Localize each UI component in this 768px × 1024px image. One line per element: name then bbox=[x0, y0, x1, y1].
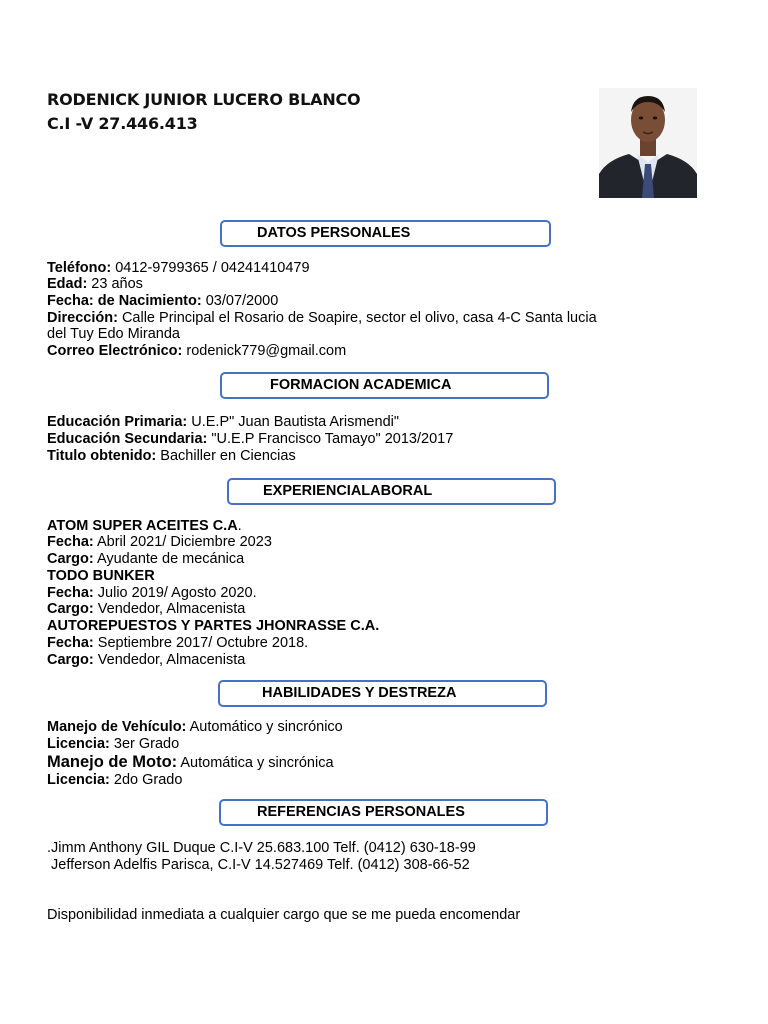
phone-row bbox=[47, 260, 310, 277]
section-formacion-academica bbox=[220, 372, 549, 399]
section-referencias bbox=[219, 799, 548, 826]
role-value: Vendedor, Almacenista bbox=[93, 601, 246, 617]
section-datos-personales bbox=[220, 220, 551, 247]
moto-label: Manejo de Moto: bbox=[47, 753, 178, 771]
company-suffix: . bbox=[237, 518, 242, 534]
secondary-label: Educación Secundaria: bbox=[47, 431, 208, 447]
license-row bbox=[47, 736, 179, 753]
email-row bbox=[47, 343, 346, 360]
date-label: Fecha: bbox=[47, 534, 94, 550]
license-value: 3er Grado bbox=[109, 736, 180, 752]
date-value: Septiembre 2017/ Octubre 2018. bbox=[93, 635, 309, 651]
profile-photo bbox=[599, 88, 697, 198]
email-label: Correo Electrónico: bbox=[47, 343, 183, 359]
job-date-row bbox=[47, 635, 308, 652]
candidate-id: C.I -V 27.446.413 bbox=[47, 114, 198, 133]
job-company bbox=[47, 568, 155, 585]
license-label: Licencia: bbox=[47, 772, 110, 788]
age-row bbox=[47, 276, 143, 293]
company-name: AUTOREPUESTOS Y PARTES JHONRASSE C.A. bbox=[47, 618, 380, 634]
role-label: Cargo: bbox=[47, 551, 94, 567]
role-label: Cargo: bbox=[47, 652, 94, 668]
date-value: Abril 2021/ Diciembre 2023 bbox=[93, 534, 272, 550]
degree-label: Titulo obtenido: bbox=[47, 448, 157, 464]
primary-label: Educación Primaria: bbox=[47, 414, 188, 430]
job-company bbox=[47, 618, 379, 635]
section-title: FORMACION ACADEMICA bbox=[270, 377, 452, 393]
portrait-image bbox=[599, 88, 697, 198]
license-label: Licencia: bbox=[47, 736, 110, 752]
reference-item: .Jimm Anthony GIL Duque C.I-V 25.683.100 Telf. (0412) 630-18-99 bbox=[47, 840, 476, 856]
secondary-education-row bbox=[47, 431, 453, 448]
job-company bbox=[47, 518, 242, 535]
vehicle-value: Automático y sincrónico bbox=[186, 719, 343, 735]
phone-label: Teléfono: bbox=[47, 260, 112, 276]
section-habilidades bbox=[218, 680, 547, 707]
address-continuation: del Tuy Edo Miranda bbox=[47, 326, 180, 342]
date-value: Julio 2019/ Agosto 2020. bbox=[93, 585, 257, 601]
vehicle-row bbox=[47, 719, 343, 736]
availability-statement: Disponibilidad inmediata a cualquier cargo que se me pueda encomendar bbox=[47, 907, 521, 923]
role-value: Vendedor, Almacenista bbox=[93, 652, 246, 668]
address-row bbox=[47, 310, 597, 327]
phone-value: 0412-9799365 / 04241410479 bbox=[111, 260, 310, 276]
address-label: Dirección: bbox=[47, 310, 118, 326]
job-role-row bbox=[47, 652, 245, 669]
address-value: Calle Principal el Rosario de Soapire, sector el olivo, casa 4-C Santa lucia bbox=[117, 310, 597, 326]
age-label: Edad: bbox=[47, 276, 88, 292]
company-name: ATOM SUPER ACEITES C.A bbox=[47, 518, 238, 534]
degree-value: Bachiller en Ciencias bbox=[156, 448, 296, 464]
email-value: rodenick779@gmail.com bbox=[182, 343, 347, 359]
company-name: TODO BUNKER bbox=[47, 568, 155, 584]
job-role-row bbox=[47, 601, 245, 618]
degree-row bbox=[47, 448, 296, 465]
secondary-value: "U.E.P Francisco Tamayo" 2013/2017 bbox=[207, 431, 454, 447]
section-title: EXPERIENCIALABORAL bbox=[263, 483, 433, 499]
moto-row bbox=[47, 754, 334, 772]
age-value: 23 años bbox=[87, 276, 143, 292]
reference-item: Jefferson Adelfis Parisca, C.I-V 14.527469 Telf. (0412) 308-66-52 bbox=[47, 857, 470, 873]
section-title: REFERENCIAS PERSONALES bbox=[257, 804, 465, 820]
role-value: Ayudante de mecánica bbox=[93, 551, 245, 567]
primary-value: U.E.P" Juan Bautista Arismendi" bbox=[187, 414, 399, 430]
job-date-row bbox=[47, 585, 257, 602]
birth-value: 03/07/2000 bbox=[201, 293, 279, 309]
birth-row bbox=[47, 293, 278, 310]
section-title: DATOS PERSONALES bbox=[257, 225, 411, 241]
birth-label: Fecha: de Nacimiento: bbox=[47, 293, 202, 309]
job-date-row bbox=[47, 534, 272, 551]
role-label: Cargo: bbox=[47, 601, 94, 617]
job-role-row bbox=[47, 551, 244, 568]
date-label: Fecha: bbox=[47, 635, 94, 651]
section-experiencia-laboral bbox=[227, 478, 556, 505]
license-value: 2do Grado bbox=[109, 772, 183, 788]
license-row bbox=[47, 772, 182, 789]
vehicle-label: Manejo de Vehículo: bbox=[47, 719, 187, 735]
section-title: HABILIDADES Y DESTREZA bbox=[262, 685, 457, 701]
candidate-name: RODENICK JUNIOR LUCERO BLANCO bbox=[47, 90, 361, 109]
primary-education-row bbox=[47, 414, 399, 431]
date-label: Fecha: bbox=[47, 585, 94, 601]
moto-value: Automática y sincrónica bbox=[177, 755, 334, 771]
